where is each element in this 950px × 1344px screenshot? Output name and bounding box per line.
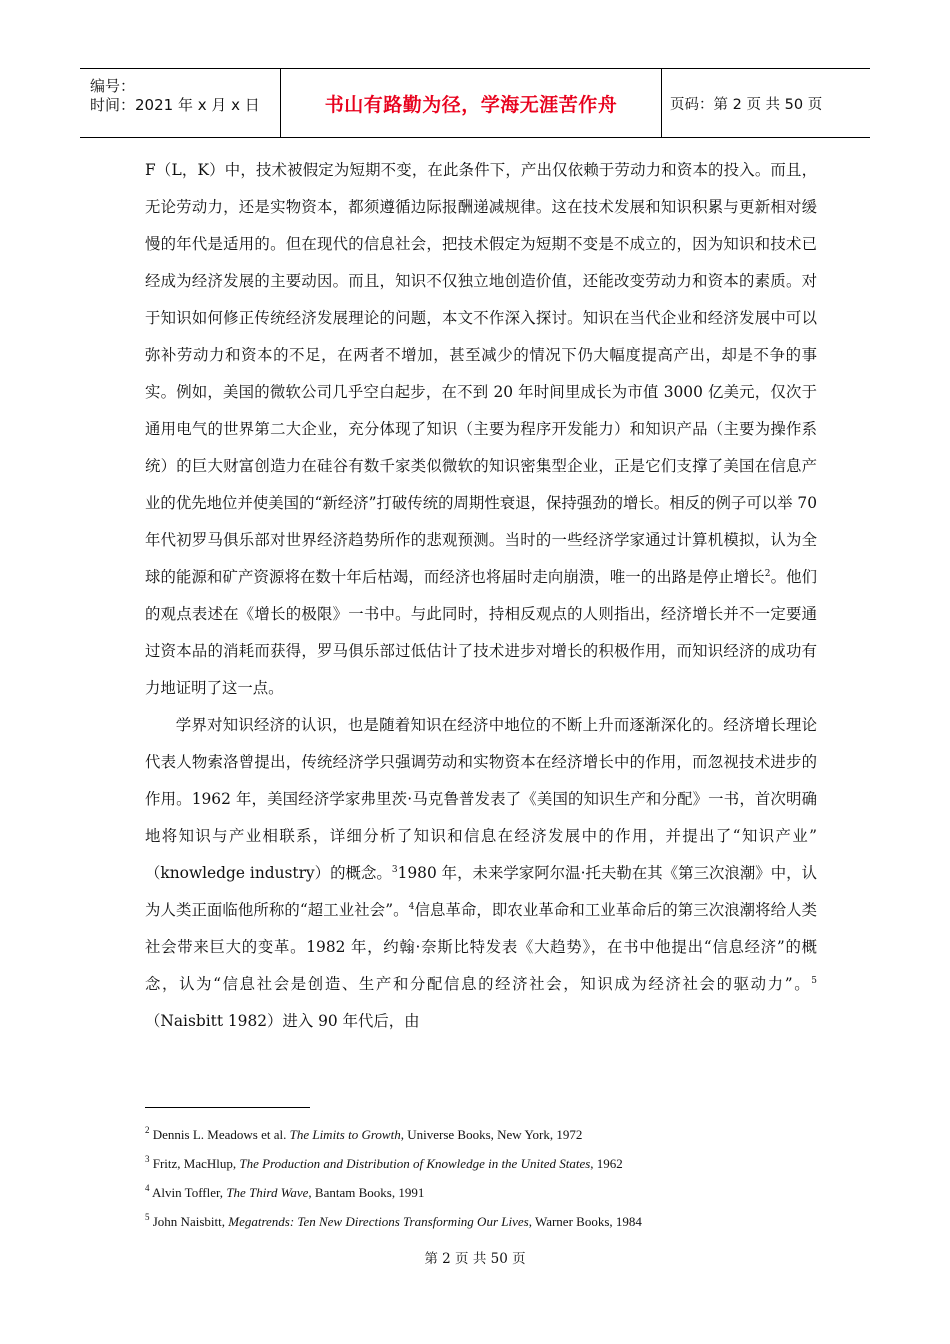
footnote-publisher: , 1962	[590, 1156, 623, 1171]
document-body	[145, 152, 817, 1040]
paragraph-2-text-cont-1: 1980 年，未来学家阿尔温·托夫勒在其《第三次浪潮》中，认为人类正面临他所称的“超工业社会”。	[145, 864, 817, 919]
footnote-author: Alvin Toffler,	[149, 1185, 227, 1200]
page-number: 第 2 页 共 50 页	[424, 1251, 526, 1267]
paragraph-2-text: 学界对知识经济的认识，也是随着知识在经济中地位的不断上升而逐渐深化的。经济增长理论代表人物索洛曾提出，传统经济学只强调劳动和实物资本在经济增长中的作用，而忽视技术进步的作用。1962 年，美国经济学家弗里茨·马克鲁普发表了《美国的知识生产和分配》一书，首次明确地将知识与产业相联系，详细分析了知识和信息在经济发展中的作用，并提出了“知识产业” （knowledge industry）的概念。	[145, 716, 817, 882]
footnotes	[145, 1125, 845, 1241]
footnote-author: Fritz, MacHlup,	[149, 1156, 240, 1171]
paragraph-1-text: F（L，K）中，技术被假定为短期不变，在此条件下，产出仅依赖于劳动力和资本的投入。而且，无论劳动力，还是实物资本，都须遵循边际报酬递减规律。这在技术发展和知识积累与更新相对缓慢的年代是适用的。但在现代的信息社会，把技术假定为短期不变是不成立的，因为知识和技术已经成为经济发展的主要动因。而且，知识不仅独立地创造价值，还能改变劳动力和资本的素质。对于知识如何修正传统经济发展理论的问题，本文不作深入探讨。知识在当代企业和经济发展中可以弥补劳动力和资本的不足，在两者不增加，甚至减少的情况下仍大幅度提高产出，却是不争的事实。例如，美国的微软公司几乎空白起步，在不到 20 年时间里成长为市值 3000 亿美元，仅次于通用电气的世界第二大企业，充分体现了知识（主要为程序开发能力）和知识产品（主要为操作系统）的巨大财富创造力在硅谷有数千家类似微软的知识密集型企业，正是它们支撑了美国在信息产业的优先地位并使美国的“新经济”打破传统的周期性衰退，保持强劲的增长。相反的例子可以举 70 年代初罗马俱乐部对世界经济趋势所作的悲观预测。当时的一些经济学家通过计算机模拟，认为全球的能源和矿产资源将在数十年后枯竭，而经济也将届时走向崩溃，唯一的出路是停止增长	[145, 161, 817, 586]
footnote-2	[145, 1125, 845, 1154]
document-date: 时间：2021 年 x 月 x 日	[90, 96, 260, 114]
footnote-ref-4: 4	[408, 902, 415, 912]
footnote-publisher: , Bantam Books, 1991	[308, 1185, 425, 1200]
footnote-author: John Naisbitt,	[149, 1214, 229, 1229]
page-header	[80, 68, 870, 138]
footnote-ref-3: 3	[391, 865, 398, 875]
footnote-number: 3	[145, 1154, 150, 1164]
paragraph-1	[145, 152, 817, 707]
footnote-title: Megatrends: Ten New Directions Transforming Our Lives	[228, 1214, 529, 1229]
footnote-5	[145, 1212, 845, 1241]
footnote-number: 2	[145, 1125, 150, 1135]
paragraph-1-text-cont: 。他们的观点表述在《增长的极限》一书中。与此同时，持相反观点的人则指出，经济增长并不一定要通过资本品的消耗而获得，罗马俱乐部过低估计了技术进步对增长的积极作用，而知识经济的成功有力地证明了这一点。	[145, 568, 817, 697]
document-number-label: 编号：	[90, 77, 136, 95]
footnote-author: Dennis L. Meadows et al.	[149, 1127, 290, 1142]
footnote-title: The Third Wave	[226, 1185, 309, 1200]
footnote-4	[145, 1183, 845, 1212]
footnote-number: 4	[145, 1183, 150, 1193]
footnote-separator	[145, 1107, 310, 1108]
paragraph-2-text-cont-3: （Naisbitt 1982）进入 90 年代后，由	[145, 1012, 420, 1030]
paragraph-2-text-cont-2: 信息革命，即农业革命和工业革命后的第三次浪潮将给人类社会带来巨大的变革。1982 年，约翰·奈斯比特发表《大趋势》，在书中他提出“信息经济”的概念，认为“信息社会是创造、生产和分配信息的经济社会，知识成为经济社会的驱动力”。	[145, 901, 817, 993]
header-meta-cell	[80, 69, 281, 137]
footnote-ref-2: 2	[764, 569, 771, 579]
footnote-title: The Limits to Growth	[289, 1127, 401, 1142]
footnote-number: 5	[145, 1212, 150, 1222]
footnote-publisher: , Warner Books, 1984	[528, 1214, 642, 1229]
footnote-publisher: , Universe Books, New York, 1972	[400, 1127, 583, 1142]
paragraph-2	[145, 707, 817, 1040]
footnote-3	[145, 1154, 845, 1183]
footnote-title: The Production and Distribution of Knowledge in the United States	[239, 1156, 591, 1171]
footnote-ref-5: 5	[811, 976, 817, 986]
header-motto: 书山有路勤为径，学海无涯苦作舟	[281, 69, 662, 137]
header-page-info: 页码：第 2 页 共 50 页	[670, 96, 823, 113]
